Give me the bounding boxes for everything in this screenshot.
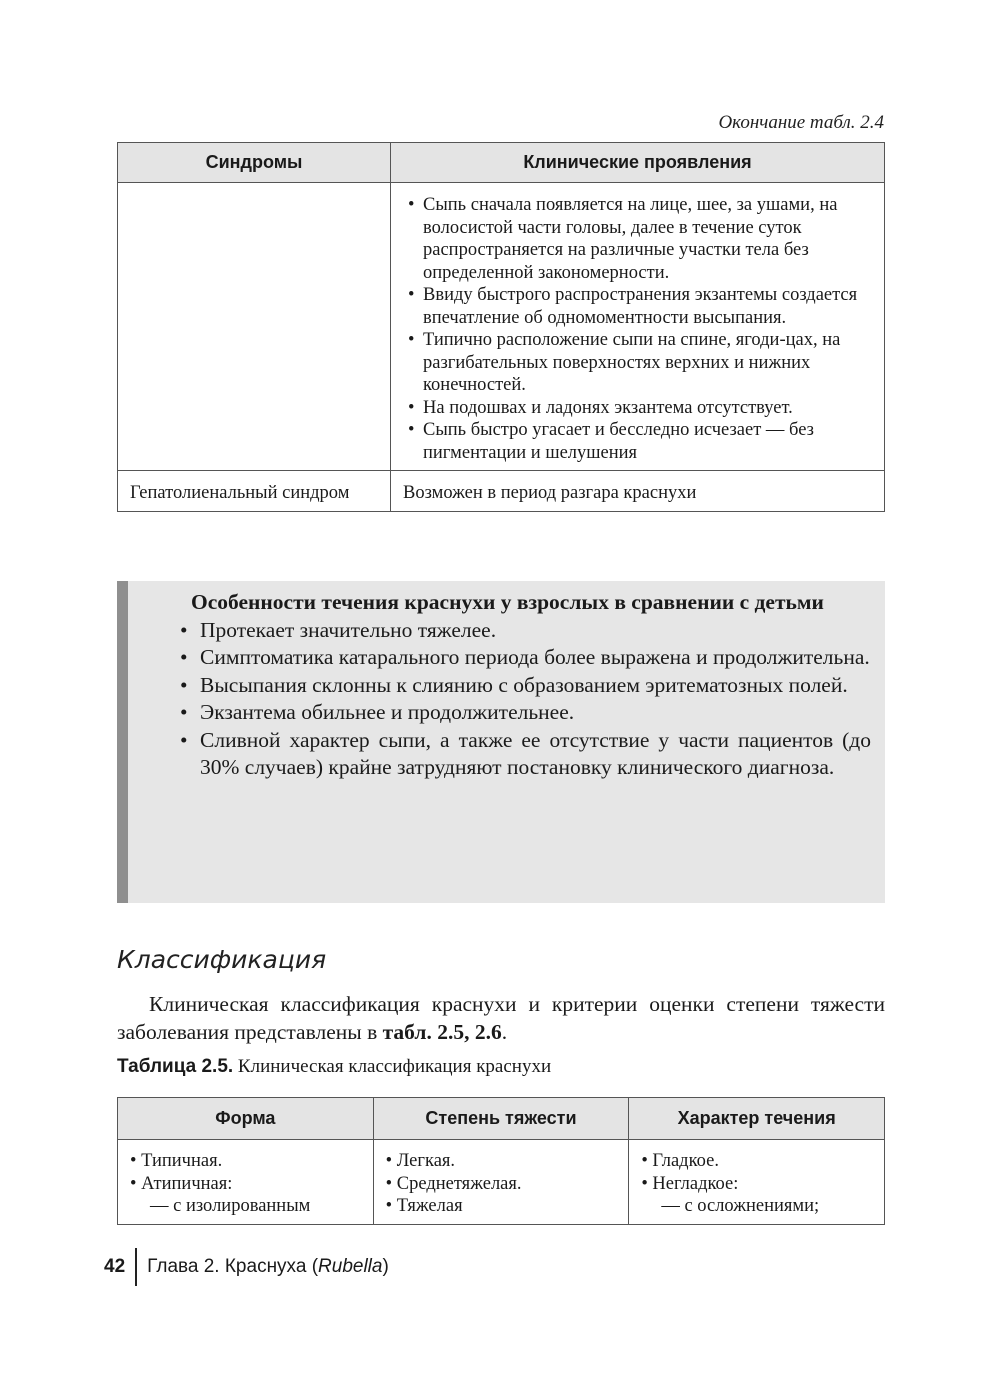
chapter-text: Глава 2. Краснуха ( [147, 1256, 319, 1277]
table-continuation-caption: Окончание табл. 2.4 [718, 112, 884, 133]
paragraph-end: . [501, 1020, 508, 1044]
table-caption [117, 1056, 551, 1078]
table-title: Клиническая классификация краснухи [237, 1056, 552, 1077]
list-item: • На подошвах и ладонях экзантема отсутствует. [403, 397, 872, 420]
table-row [118, 183, 885, 471]
cell-line: Атипичная: [141, 1173, 233, 1194]
header-form: Форма [118, 1098, 374, 1140]
chapter-latin: Rubella [318, 1256, 383, 1277]
box-list [149, 617, 871, 782]
box-title: Особенности течения краснухи у взрослых в сравнении с детьми [191, 590, 824, 614]
syndrome-name: Гепатолиенальный синдром [130, 483, 350, 503]
course-cell: • Гладкое. • Негладкое: — с осложнениями; [629, 1140, 885, 1225]
header-syndromes: Синдромы [118, 143, 391, 183]
table-reference: табл. 2.5, 2.6 [382, 1020, 502, 1044]
list-item: • Ввиду быстрого распространения экзантемы создается впечатление об одномоментности высыпания. [403, 284, 872, 329]
header-course: Характер течения [629, 1098, 885, 1140]
list-item: • Сыпь сначала появляется на лице, шее, за ушами, на волосистой части головы, далее в течение суток распространяется на различные участки тела без определенной закономерности. [403, 194, 872, 284]
table-header-row [118, 143, 885, 183]
list-item: • Протекает значительно тяжелее. [149, 617, 871, 645]
severity-cell: • Легкая. • Среднетяжелая. • Тяжелая [373, 1140, 629, 1225]
paragraph-text: Клиническая классификация краснухи и критерии оценки степени тяжести заболевания представлены в [117, 992, 885, 1044]
clinical-text: Возможен в период разгара краснухи [403, 483, 697, 503]
list-item: • Сыпь быстро угасает и бесследно исчезает — без пигментации и шелушения [403, 419, 872, 464]
cell-line: Тяжелая [396, 1196, 463, 1216]
cell-line: Негладкое: [652, 1173, 739, 1194]
chapter-title [147, 1256, 389, 1278]
cell-line: Типичная. [141, 1151, 223, 1171]
list-item: • Сливной характер сыпи, а также ее отсутствие у части пациентов (до 30% случаев) крайне затрудняют постановку клинического диагноза. [149, 727, 871, 782]
adults-features-box [117, 581, 885, 903]
classification-table [117, 1097, 885, 1225]
clinical-cell [391, 183, 885, 471]
table-row [118, 1140, 885, 1225]
footer-divider [135, 1248, 137, 1286]
syndrome-cell [118, 471, 391, 512]
chapter-end: ) [382, 1256, 389, 1277]
cell-line: — с осложнениями; [661, 1196, 820, 1216]
list-item: • Типично расположение сыпи на спине, ягоди-цах, на разгибательных поверхностях верхних и нижних конечностей. [403, 329, 872, 397]
cell-line: Среднетяжелая. [396, 1173, 522, 1194]
clinical-cell [391, 471, 885, 512]
table-header-row [118, 1098, 885, 1140]
clinical-list [403, 194, 872, 464]
header-severity: Степень тяжести [373, 1098, 629, 1140]
list-item: • Высыпания склонны к слиянию с образованием эритематозных полей. [149, 672, 871, 700]
cell-line: Гладкое. [652, 1151, 719, 1171]
syndrome-cell [118, 183, 391, 471]
page-footer [104, 1248, 389, 1286]
table-label: Таблица 2.5. [117, 1056, 234, 1077]
syndromes-table [117, 142, 885, 512]
cell-line: — с изолированным [150, 1196, 311, 1216]
section-paragraph [117, 990, 885, 1046]
page-number: 42 [104, 1256, 126, 1277]
table-row [118, 471, 885, 512]
header-clinical: Клинические проявления [391, 143, 885, 183]
list-item: • Экзантема обильнее и продолжительнее. [149, 699, 871, 727]
cell-line: Легкая. [396, 1151, 456, 1171]
form-cell: • Типичная. • Атипичная: — с изолированным [118, 1140, 374, 1225]
list-item: • Симптоматика катарального периода более выражена и продолжительна. [149, 644, 871, 672]
section-heading: Классификация [117, 945, 327, 974]
